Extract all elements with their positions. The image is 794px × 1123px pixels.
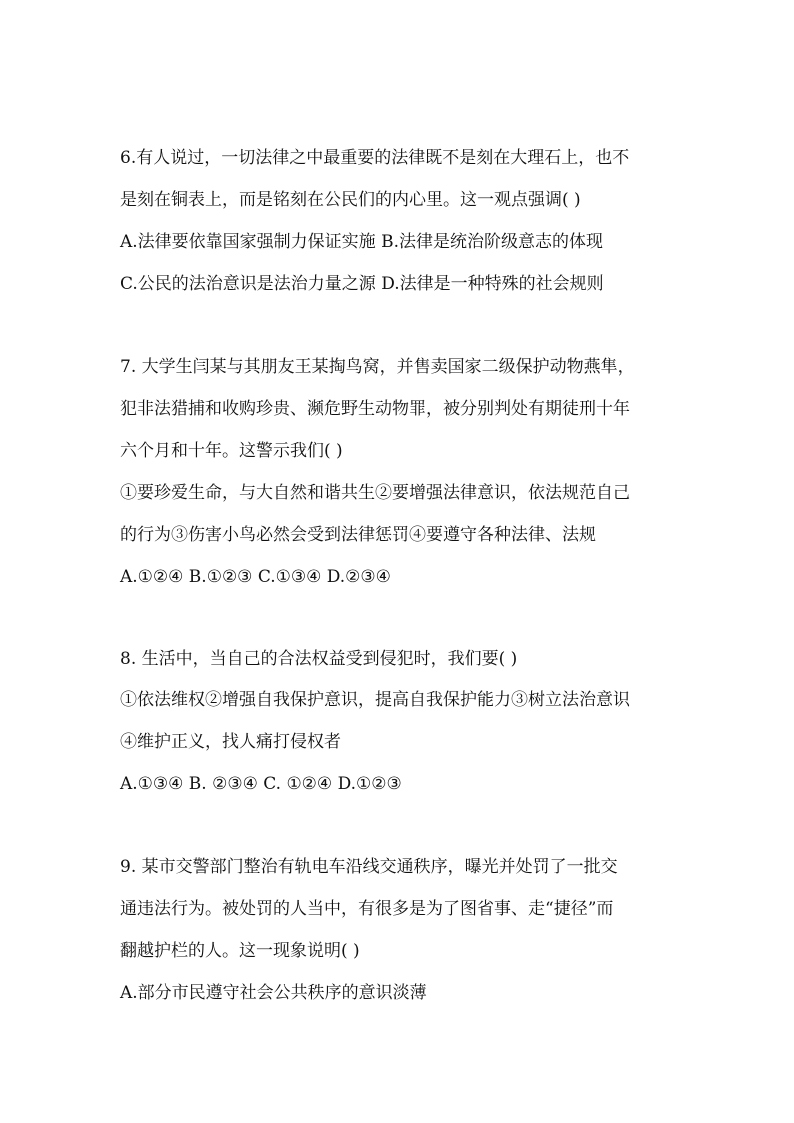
- question-6-stem-line-1: 6.有人说过，一切法律之中最重要的法律既不是刻在大理石上，也不: [120, 148, 630, 168]
- question-6-stem-line-2: 是刻在铜表上，而是铭刻在公民们的内心里。这一观点强调( ): [120, 190, 581, 210]
- question-7-stem-line-3: 六个月和十年。这警示我们( ): [120, 441, 343, 461]
- question-7-statements-line-1: ①要珍爱生命，与大自然和谐共生②要增强法律意识，依法规范自己: [120, 483, 630, 503]
- question-7-options: A.①②④ B.①②③ C.①③④ D.②③④: [120, 567, 391, 587]
- question-9-option-a: A.部分市民遵守社会公共秩序的意识淡薄: [120, 983, 427, 1003]
- question-7-stem-line-1: 7. 大学生闫某与其朋友王某掏鸟窝，并售卖国家二级保护动物燕隼，: [120, 357, 635, 377]
- question-9-stem-line-3: 翻越护栏的人。这一现象说明( ): [120, 941, 360, 961]
- question-9-stem-line-1: 9. 某市交警部门整治有轨电车沿线交通秩序，曝光并处罚了一批交: [120, 857, 618, 877]
- question-7-statements-line-2: 的行为③伤害小鸟必然会受到法律惩罚④要遵守各种法律、法规: [120, 525, 596, 545]
- question-6-options-cd: C.公民的法治意识是法治力量之源 D.法律是一种特殊的社会规则: [120, 274, 604, 294]
- question-8-statements-line-1: ①依法维权②增强自我保护意识，提高自我保护能力③树立法治意识: [120, 690, 630, 710]
- question-8-options: A.①③④ B. ②③④ C. ①②④ D.①②③: [120, 774, 402, 794]
- question-6-options-ab: A.法律要依靠国家强制力保证实施 B.法律是统治阶级意志的体现: [120, 232, 603, 252]
- question-7-stem-line-2: 犯非法猎捕和收购珍贵、濒危野生动物罪，被分别判处有期徒刑十年: [120, 399, 630, 419]
- question-8-stem: 8. 生活中，当自己的合法权益受到侵犯时，我们要( ): [120, 649, 518, 669]
- question-8-statements-line-2: ④维护正义，找人痛打侵权者: [120, 732, 341, 752]
- question-9-stem-line-2: 通违法行为。被处罚的人当中，有很多是为了图省事、走“捷径”而: [120, 899, 614, 919]
